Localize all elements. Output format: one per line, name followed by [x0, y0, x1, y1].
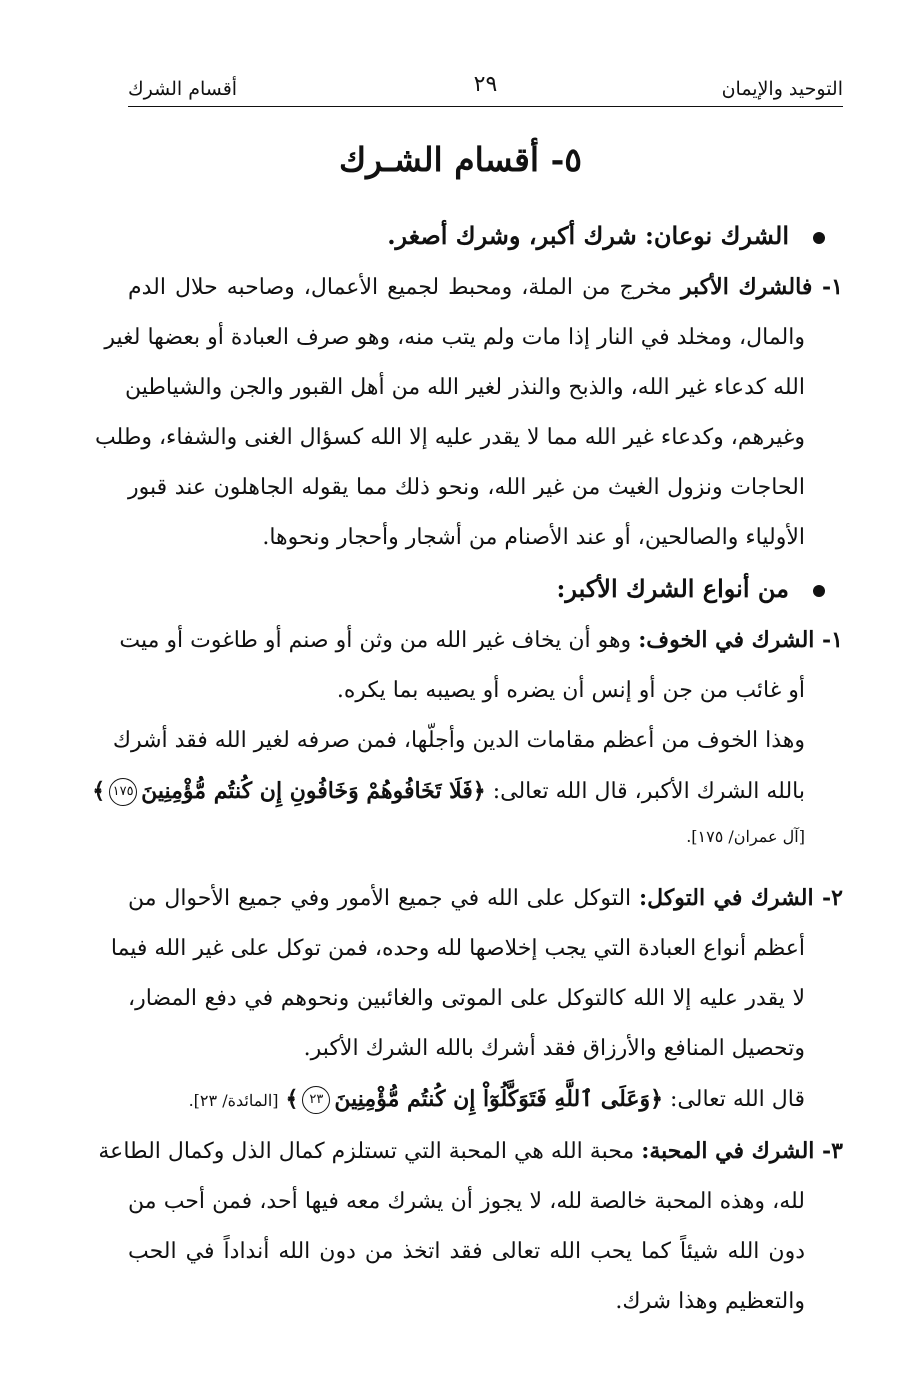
paragraph-line: [128, 262, 843, 313]
line-text: التوكل على الله في جميع الأمور وفي جميع الأحوال من: [128, 886, 632, 911]
line-text: وهو أن يخاف غير الله من وثن أو صنم أو طاغوت أو ميت: [119, 628, 632, 653]
item-lead: ٢- الشرك في التوكل:: [638, 885, 843, 911]
paragraph-line: [128, 1074, 843, 1126]
page-number: ٢٩: [473, 72, 498, 97]
paragraph-line: وغيرهم، وكدعاء غير الله مما لا يقدر عليه إلا الله كسؤال الغنى والشفاء، وطلب: [94, 425, 805, 450]
chapter-title: ٥- أقسام الشـرك: [338, 140, 582, 179]
reference-text: [آل عمران/ ١٧٥].: [686, 827, 805, 846]
paragraph-line: [92, 766, 843, 817]
verse-number-mark: ١٧٥: [109, 778, 137, 806]
item-lead: ٣- الشرك في المحبة:: [641, 1138, 843, 1164]
paragraph-line: أعظم أنواع العبادة التي يجب إخلاصها لله وحده، فمن توكل على غير الله فيما: [110, 936, 805, 961]
quran-verse: ﴿فَلَا تَخَافُوهُمْ وَخَافُونِ إِن كُنتُم مُّؤْمِنِينَ: [141, 778, 486, 804]
paragraph-line: [98, 1126, 843, 1177]
section-title: أقسام الشرك: [128, 78, 238, 100]
book-title: التوحيد والإيمان: [721, 78, 843, 100]
verse-number-mark: ٢٣: [302, 1086, 330, 1114]
item-lead: ١- الشرك في الخوف:: [638, 627, 843, 653]
paragraph-line: الحاجات ونزول الغيث من غير الله، ونحو ذلك مما يقوله الجاهلون عند قبور: [128, 475, 805, 500]
paragraph-line: لله، وهذه المحبة خالصة لله، لا يجوز أن يشرك معه فيها أحد، فمن أحب من: [128, 1189, 805, 1214]
paragraph-line: [119, 615, 843, 666]
bullet-heading-2: [128, 563, 843, 615]
paragraph-line: والتعظيم وهذا شرك.: [615, 1289, 805, 1314]
verse-reference: [128, 817, 843, 857]
running-header: [128, 72, 843, 106]
paragraph-line: [128, 873, 843, 924]
header-rule: [128, 106, 843, 107]
paragraph-line: والمال، ومخلد في النار إذا مات ولم يتب منه، وهو صرف العبادة أو بعضها لغير: [104, 325, 805, 350]
paragraph-line: لا يقدر عليه إلا الله كالتوكل على الموتى والغائبين ونحوهم في دفع المضار،: [128, 986, 805, 1011]
line-text: محبة الله هي المحبة التي تستلزم كمال الذل وكمال الطاعة: [98, 1139, 635, 1164]
bullet-icon: [813, 585, 825, 597]
bullet-icon: [813, 232, 825, 244]
paragraph-line: الله كدعاء غير الله، والذبح والنذر لغير الله من أهل القبور والجن والشياطين: [124, 375, 805, 400]
line-text: مخرج من الملة، ومحبط لجميع الأعمال، وصاحبه حلال الدم: [128, 275, 672, 300]
quran-verse: ﴿وَعَلَى ٱللَّهِ فَتَوَكَّلُوٓاْ إِن كُنتُم مُّؤْمِنِينَ: [334, 1086, 664, 1112]
paragraph-line: أو غائب من جن أو إنس أن يضره أو يصيبه بما يكره.: [336, 678, 805, 703]
paragraph-line: الأولياء والصالحين، أو عند الأصنام من أشجار وأحجار ونحوها.: [262, 525, 805, 550]
bullet-text: من أنواع الشرك الأكبر:: [556, 574, 789, 603]
reference-text: [المائدة/ ٢٣].: [188, 1091, 279, 1110]
paragraph-line: وتحصيل المنافع والأرزاق فقد أشرك بالله الشرك الأكبر.: [303, 1036, 805, 1061]
bullet-heading-1: [128, 210, 843, 262]
bullet-text: الشرك نوعان: شرك أكبر، وشرك أصغر.: [387, 221, 789, 250]
paragraph-line: وهذا الخوف من أعظم مقامات الدين وأجلّها، فمن صرفه لغير الله فقد أشرك: [112, 728, 805, 753]
body-text: [92, 210, 843, 1327]
line-text: بالله الشرك الأكبر، قال الله تعالى:: [492, 779, 805, 804]
item-lead: ١- فالشرك الأكبر: [680, 274, 843, 300]
verse-close: ﴾: [92, 778, 106, 804]
paragraph-line: دون الله شيئاً كما يحب الله تعالى فقد اتخذ من دون الله أنداداً في الحب: [128, 1239, 805, 1264]
verse-close: ﴾: [285, 1086, 299, 1112]
line-text: قال الله تعالى:: [670, 1087, 805, 1112]
